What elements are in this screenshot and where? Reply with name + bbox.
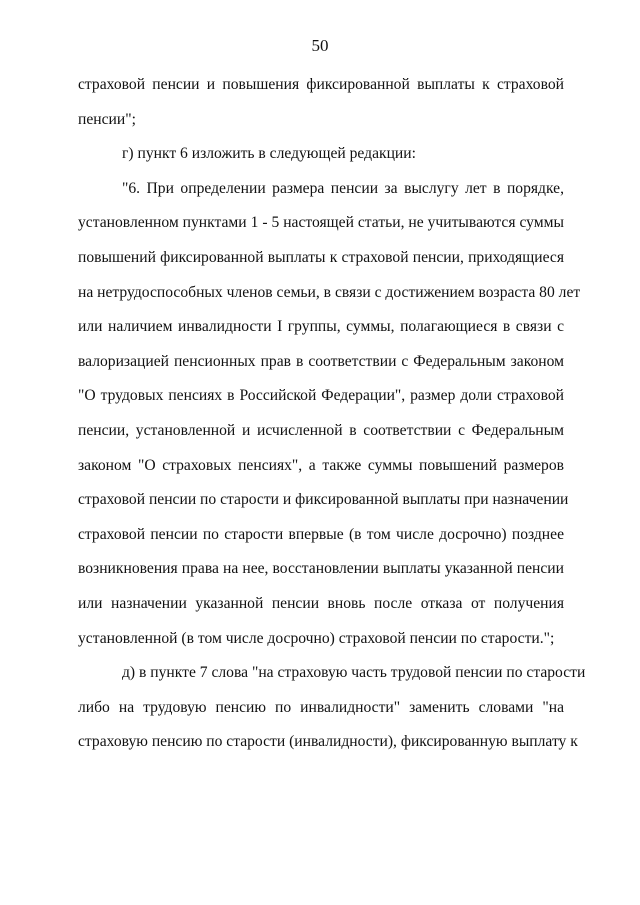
text-line: или наличием инвалидности I группы, суммы, полагающиеся в связи с [78,318,564,336]
text-line: возникновения права на нее, восстановлении выплаты указанной пенсии [78,560,564,578]
text-line: "О трудовых пенсиях в Российской Федерации", размер доли страховой [78,387,564,405]
text-line: д) в пункте 7 слова "на страховую часть трудовой пенсии по старости [122,664,586,682]
page-number: 50 [311,36,329,55]
text-line: законом "О страховых пенсиях", а также суммы повышений размеров [78,456,564,474]
text-line: пенсии"; [78,110,136,128]
text-line: г) пункт 6 изложить в следующей редакции: [122,145,416,163]
text-line: страховую пенсию по старости (инвалидности), фиксированную выплату к [78,733,578,751]
text-line: страховой пенсии и повышения фиксированной выплаты к страховой [78,76,564,93]
document-body [78,72,586,764]
text-line: или назначении указанной пенсии вновь после отказа от получения [78,594,564,612]
text-line: страховой пенсии по старости и фиксированной выплаты при назначении [78,491,569,509]
text-line: установленной (в том числе досрочно) страховой пенсии по старости."; [78,629,555,647]
text-line: страховой пенсии по старости впервые (в том числе досрочно) позднее [78,525,564,543]
text-line: на нетрудоспособных членов семьи, в связи с достижением возраста 80 лет [78,283,581,301]
text-line: пенсии, установленной и исчисленной в соответствии с Федеральным [78,421,564,439]
text-line: валоризацией пенсионных прав в соответствии с Федеральным законом [78,352,564,370]
text-line: либо на трудовую пенсию по инвалидности" заменить словами "на [78,698,564,716]
text-line: повышений фиксированной выплаты к страховой пенсии, приходящиеся [78,248,564,266]
text-line: установленном пунктами 1 - 5 настоящей статьи, не учитываются суммы [78,214,564,232]
text-line: "6. При определении размера пенсии за выслугу лет в порядке, [122,179,564,197]
